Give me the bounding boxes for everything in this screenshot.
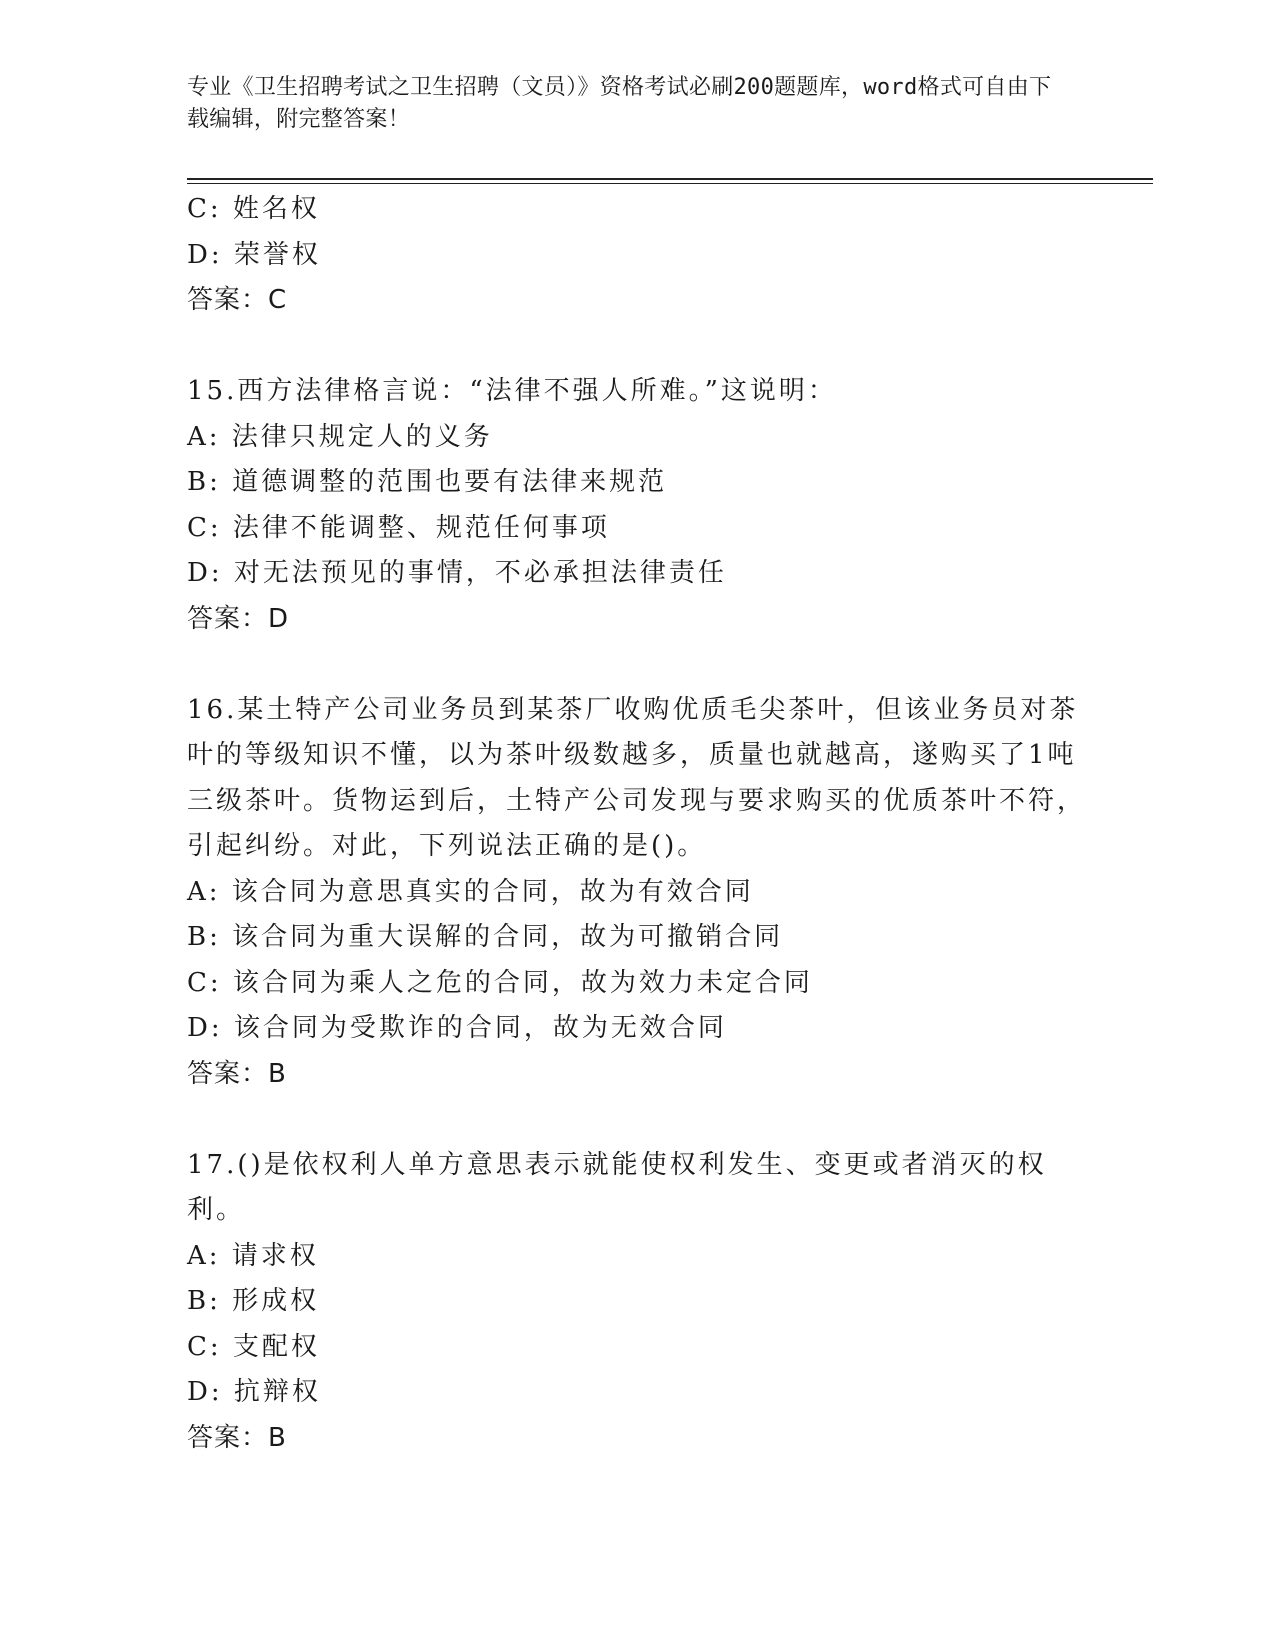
option-a: A: 请求权 <box>187 1240 319 1271</box>
answer-line: 答案：D <box>187 603 290 634</box>
option-d: D: 对无法预见的事情，不必承担法律责任 <box>187 558 727 588</box>
question-stem: 16.某土特产公司业务员到某茶厂收购优质毛尖茶叶，但该业务员对茶叶的等级知识不懂，以为茶叶级数越多，质量也就越高，遂购买了1吨三级茶叶。货物运到后，土特产公司发现与要求购买的优质茶叶不符，引起纠纷。对此，下列说法正确的是()。 <box>187 694 1087 861</box>
question-15 <box>187 369 1087 642</box>
option-d: D: 该合同为受欺诈的合同，故为无效合同 <box>187 1013 727 1043</box>
question-content <box>187 187 1087 1461</box>
option-a: A: 法律只规定人的义务 <box>187 421 493 452</box>
option-b: B: 形成权 <box>187 1286 320 1316</box>
question-17 <box>187 1143 1087 1462</box>
option-c: C: 法律不能调整、规范任何事项 <box>187 512 610 543</box>
document-header <box>187 72 1067 136</box>
option-a: A: 该合同为意思真实的合同，故为有效合同 <box>187 876 754 907</box>
option-b: B: 该合同为重大误解的合同，故为可撤销合同 <box>187 922 784 952</box>
option-c: C: 该合同为乘人之危的合同，故为效力未定合同 <box>187 967 813 998</box>
header-rule-thin <box>187 183 1153 184</box>
document-title: 专业《卫生招聘考试之卫生招聘（文员）》资格考试必刷200题题库，word格式可自由下载编辑，附完整答案！ <box>187 75 1052 132</box>
option-b: B: 道德调整的范围也要有法律来规范 <box>187 467 668 497</box>
option-d: D: 抗辩权 <box>187 1377 321 1407</box>
option-c: C: 姓名权 <box>187 194 320 224</box>
option-c: C: 支配权 <box>187 1331 320 1362</box>
question-stem: 15.西方法律格言说：“法律不强人所难。”这说明： <box>187 376 837 406</box>
option-d: D: 荣誉权 <box>187 239 321 270</box>
answer-line: 答案：B <box>187 1058 287 1089</box>
answer-line: 答案：B <box>187 1422 287 1453</box>
question-stem: 17.()是依权利人单方意思表示就能使权利发生、变更或者消灭的权利。 <box>187 1149 1047 1225</box>
question-16 <box>187 688 1087 1098</box>
answer-line: 答案：C <box>187 285 288 315</box>
question-14-continued <box>187 187 1087 324</box>
header-rule-thick <box>187 178 1153 180</box>
